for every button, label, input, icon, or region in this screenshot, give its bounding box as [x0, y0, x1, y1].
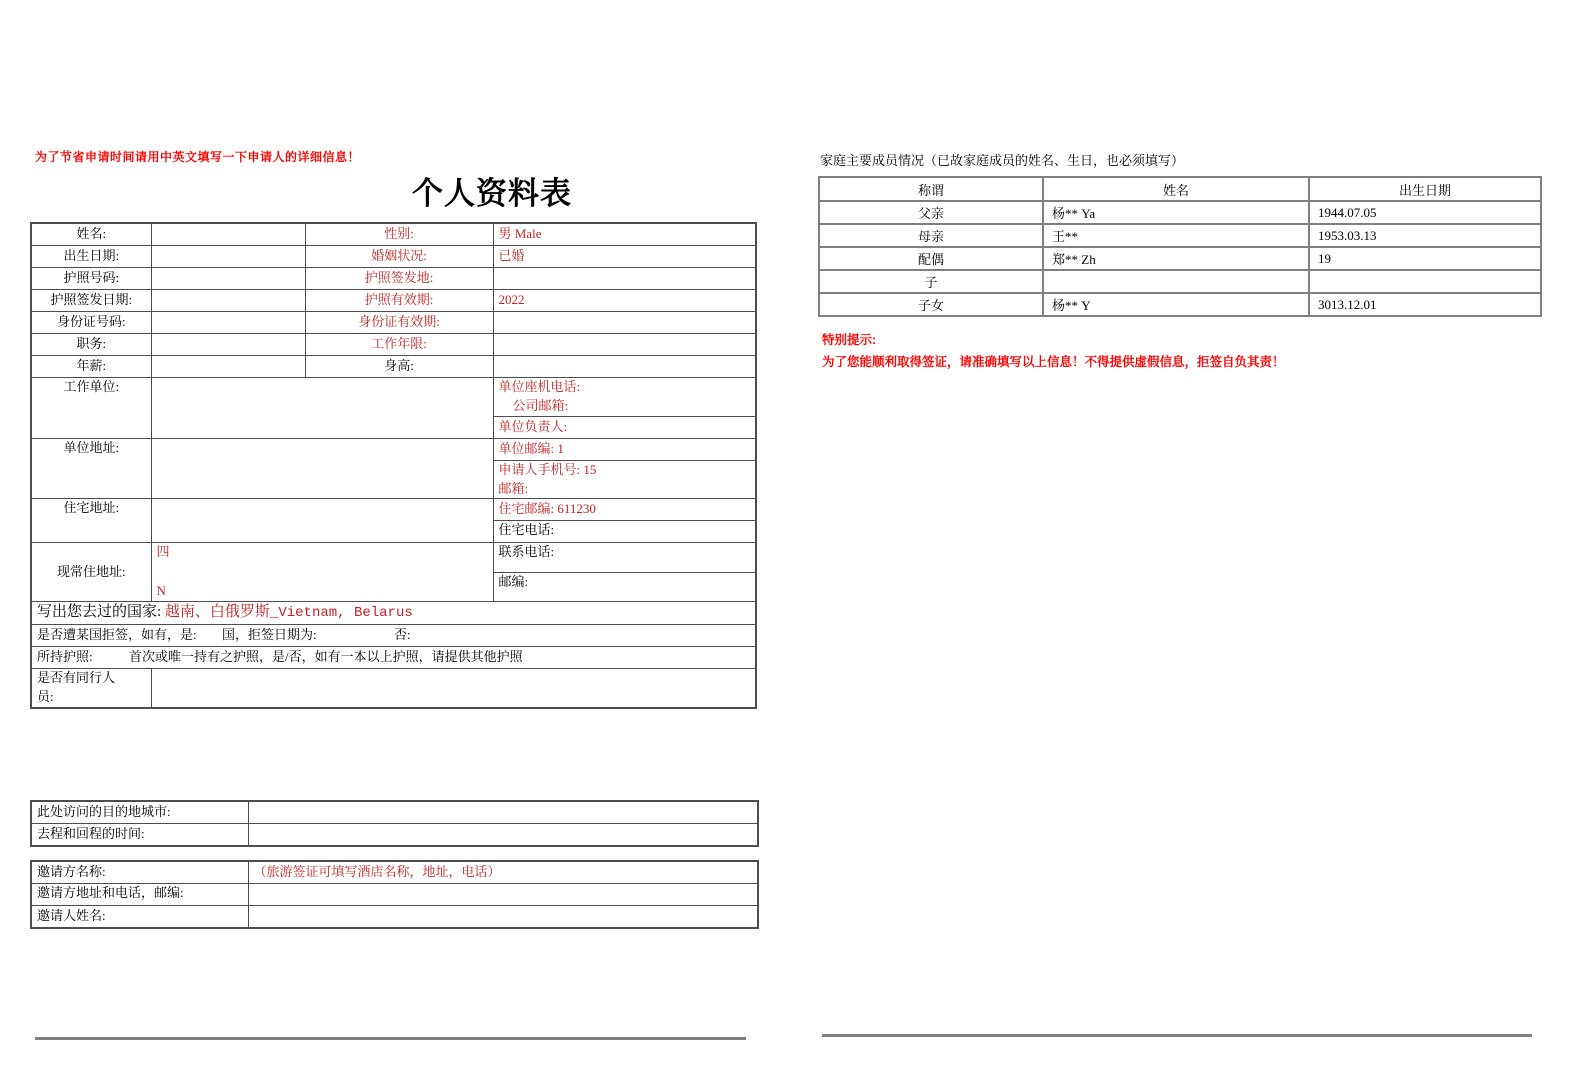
inviter-address-input-cell[interactable] — [248, 884, 758, 906]
table-row — [31, 861, 758, 884]
trip-table — [30, 800, 759, 847]
current-address-line1: 四 — [156, 544, 170, 560]
child-name[interactable]: 杨** Y — [1043, 293, 1309, 316]
table-row — [31, 223, 756, 246]
employer-manager-cell[interactable]: 单位负责人: — [493, 416, 756, 438]
right-page-divider — [822, 1034, 1532, 1037]
companion-input-cell[interactable] — [151, 668, 756, 707]
visited-countries-cell[interactable] — [31, 602, 756, 625]
table-row — [31, 290, 756, 312]
table-row — [31, 884, 758, 906]
personal-info-table — [30, 222, 757, 709]
job-title-input-cell[interactable] — [151, 334, 305, 356]
refusal-question: 是否遭某国拒签，如有，是: — [37, 626, 197, 642]
child-relation: 子女 — [819, 293, 1043, 316]
employer-phone-label: 单位座机电话: — [498, 379, 581, 394]
height-label: 身高: — [305, 356, 493, 378]
father-birth[interactable]: 1944.07.05 — [1309, 201, 1541, 224]
trip-dates-label: 去程和回程的时间: — [31, 824, 248, 847]
job-title-label: 职务: — [31, 334, 151, 356]
father-relation: 父亲 — [819, 201, 1043, 224]
inviter-person-input-cell[interactable] — [248, 906, 758, 929]
table-row — [31, 438, 756, 460]
work-years-value[interactable] — [493, 334, 756, 356]
son-name[interactable] — [1043, 270, 1309, 293]
table-row — [31, 624, 756, 646]
passport-place-label: 护照签发地: — [305, 268, 493, 290]
employer-input-cell[interactable] — [151, 378, 493, 439]
home-zip-label: 住宅邮编: — [498, 501, 555, 517]
table-row — [31, 646, 756, 668]
family-section-title: 家庭主要成员情况（已故家庭成员的姓名、生日，也必须填写） — [820, 153, 1185, 168]
table-row — [31, 602, 756, 625]
id-no-label: 身份证号码: — [31, 312, 151, 334]
table-row — [31, 246, 756, 268]
passport-expiry-value[interactable]: 2022 — [493, 290, 756, 312]
applicant-email-label: 邮箱: — [498, 480, 529, 496]
marital-label: 婚姻状况: — [305, 246, 493, 268]
trip-dates-input-cell[interactable] — [248, 824, 758, 847]
visa-refusal-cell[interactable] — [31, 624, 756, 646]
page-title: 个人资料表 — [412, 176, 572, 211]
table-row — [31, 543, 756, 572]
passport-expiry-label: 护照有效期: — [305, 290, 493, 312]
table-row — [31, 312, 756, 334]
passport-issue-date-input-cell[interactable] — [151, 290, 305, 312]
work-zip-label: 单位邮编: — [498, 440, 555, 456]
mother-relation: 母亲 — [819, 224, 1043, 247]
current-address-input-cell[interactable] — [151, 543, 493, 602]
table-row — [31, 334, 756, 356]
table-row — [819, 247, 1541, 270]
name-input-cell[interactable] — [151, 223, 305, 246]
table-row — [31, 668, 756, 707]
height-value[interactable] — [493, 356, 756, 378]
relation-column-header: 称谓 — [819, 177, 1043, 201]
table-row — [31, 906, 758, 929]
table-row — [31, 824, 758, 847]
birthdate-label: 出生日期: — [31, 246, 151, 268]
spouse-name[interactable]: 郑** Zh — [1043, 247, 1309, 270]
table-header-row — [819, 177, 1541, 201]
visited-countries-cn: 越南、白俄罗斯 — [164, 604, 270, 621]
id-expiry-value[interactable] — [493, 312, 756, 334]
passports-held-label: 所持护照: — [37, 648, 93, 664]
visited-countries-label: 写出您去过的国家: — [37, 604, 162, 621]
home-zip-cell[interactable] — [493, 499, 756, 521]
home-zip-value: 611230 — [557, 501, 596, 517]
salary-label: 年薪: — [31, 356, 151, 378]
table-row — [819, 270, 1541, 293]
passports-held-cell[interactable] — [31, 646, 756, 668]
family-members-table — [818, 176, 1542, 317]
marital-value[interactable]: 已婚 — [493, 246, 756, 268]
table-row — [819, 224, 1541, 247]
left-page-divider — [35, 1037, 746, 1040]
employer-phone-email-cell[interactable] — [493, 378, 756, 417]
table-row — [31, 356, 756, 378]
work-zip-cell[interactable] — [493, 438, 756, 460]
birthdate-column-header: 出生日期 — [1309, 177, 1541, 201]
inviter-name-label: 邀请方名称: — [31, 861, 248, 884]
work-zip-value: 1 — [557, 440, 564, 456]
passport-place-value[interactable] — [493, 268, 756, 290]
passports-held-text: 首次或唯一持有之护照，是/否，如有一本以上护照，请提供其他护照 — [129, 648, 523, 664]
table-row — [31, 268, 756, 290]
id-no-input-cell[interactable] — [151, 312, 305, 334]
visited-countries-en: _Vietnam, Belarus — [269, 605, 413, 622]
passport-no-label: 护照号码: — [31, 268, 151, 290]
inviter-person-label: 邀请人姓名: — [31, 906, 248, 929]
spouse-birth[interactable]: 19 — [1309, 247, 1541, 270]
salary-input-cell[interactable] — [151, 356, 305, 378]
name-column-header: 姓名 — [1043, 177, 1309, 201]
birthdate-input-cell[interactable] — [151, 246, 305, 268]
applicant-mobile-value: 15 — [583, 461, 597, 477]
special-notice-body: 为了您能顺利取得签证，请准确填写以上信息！不得提供虚假信息，拒签自负其责！ — [822, 355, 1285, 369]
inviter-table — [30, 860, 759, 929]
applicant-mobile-cell[interactable] — [493, 460, 756, 499]
refusal-date-label: 国，拒签日期为: — [222, 626, 317, 642]
passport-no-input-cell[interactable] — [151, 268, 305, 290]
contact-phone-cell[interactable]: 联系电话: — [493, 543, 756, 572]
time-saving-notice: 为了节省申请时间请用中英文填写一下申请人的详细信息！ — [35, 150, 361, 164]
current-address-line2: N — [156, 583, 166, 599]
mother-birth[interactable]: 1953.03.13 — [1309, 224, 1541, 247]
id-expiry-label: 身份证有效期: — [305, 312, 493, 334]
refusal-no-label: 否: — [394, 626, 411, 642]
companion-label — [31, 668, 151, 707]
companion-label-line2: 员: — [37, 688, 54, 704]
table-row — [819, 293, 1541, 316]
companion-label-line1: 是否有同行人 — [37, 669, 116, 685]
name-label: 姓名: — [31, 223, 151, 246]
home-address-input-cell[interactable] — [151, 499, 493, 543]
table-row — [31, 378, 756, 417]
work-address-input-cell[interactable] — [151, 438, 493, 499]
destination-city-input-cell[interactable] — [248, 801, 758, 824]
employer-label: 工作单位: — [31, 378, 151, 439]
destination-city-label: 此处访问的目的地城市: — [31, 801, 248, 824]
work-years-label: 工作年限: — [305, 334, 493, 356]
passport-issue-date-label: 护照签发日期: — [31, 290, 151, 312]
home-address-label: 住宅地址: — [31, 499, 151, 543]
gender-value[interactable]: 男 Male — [493, 223, 756, 246]
company-email-label: 公司邮箱: — [512, 397, 569, 413]
mother-name[interactable]: 王** — [1043, 224, 1309, 247]
home-phone-cell[interactable]: 住宅电话: — [493, 521, 756, 543]
table-row — [819, 201, 1541, 224]
table-row — [31, 499, 756, 521]
work-address-label: 单位地址: — [31, 438, 151, 499]
inviter-name-input-cell[interactable]: （旅游签证可填写酒店名称，地址，电话） — [248, 861, 758, 884]
gender-label: 性别: — [305, 223, 493, 246]
father-name[interactable]: 杨** Ya — [1043, 201, 1309, 224]
spouse-relation: 配偶 — [819, 247, 1043, 270]
applicant-mobile-label: 申请人手机号: — [498, 461, 581, 477]
son-birth[interactable] — [1309, 270, 1541, 293]
current-address-label: 现常住地址: — [31, 543, 151, 602]
table-row — [31, 801, 758, 824]
son-relation: 子 — [819, 270, 1043, 293]
current-zip-cell[interactable]: 邮编: — [493, 572, 756, 601]
special-notice-title: 特别提示: — [822, 333, 877, 347]
child-birth[interactable]: 3013.12.01 — [1309, 293, 1541, 316]
inviter-address-label: 邀请方地址和电话，邮编: — [31, 884, 248, 906]
